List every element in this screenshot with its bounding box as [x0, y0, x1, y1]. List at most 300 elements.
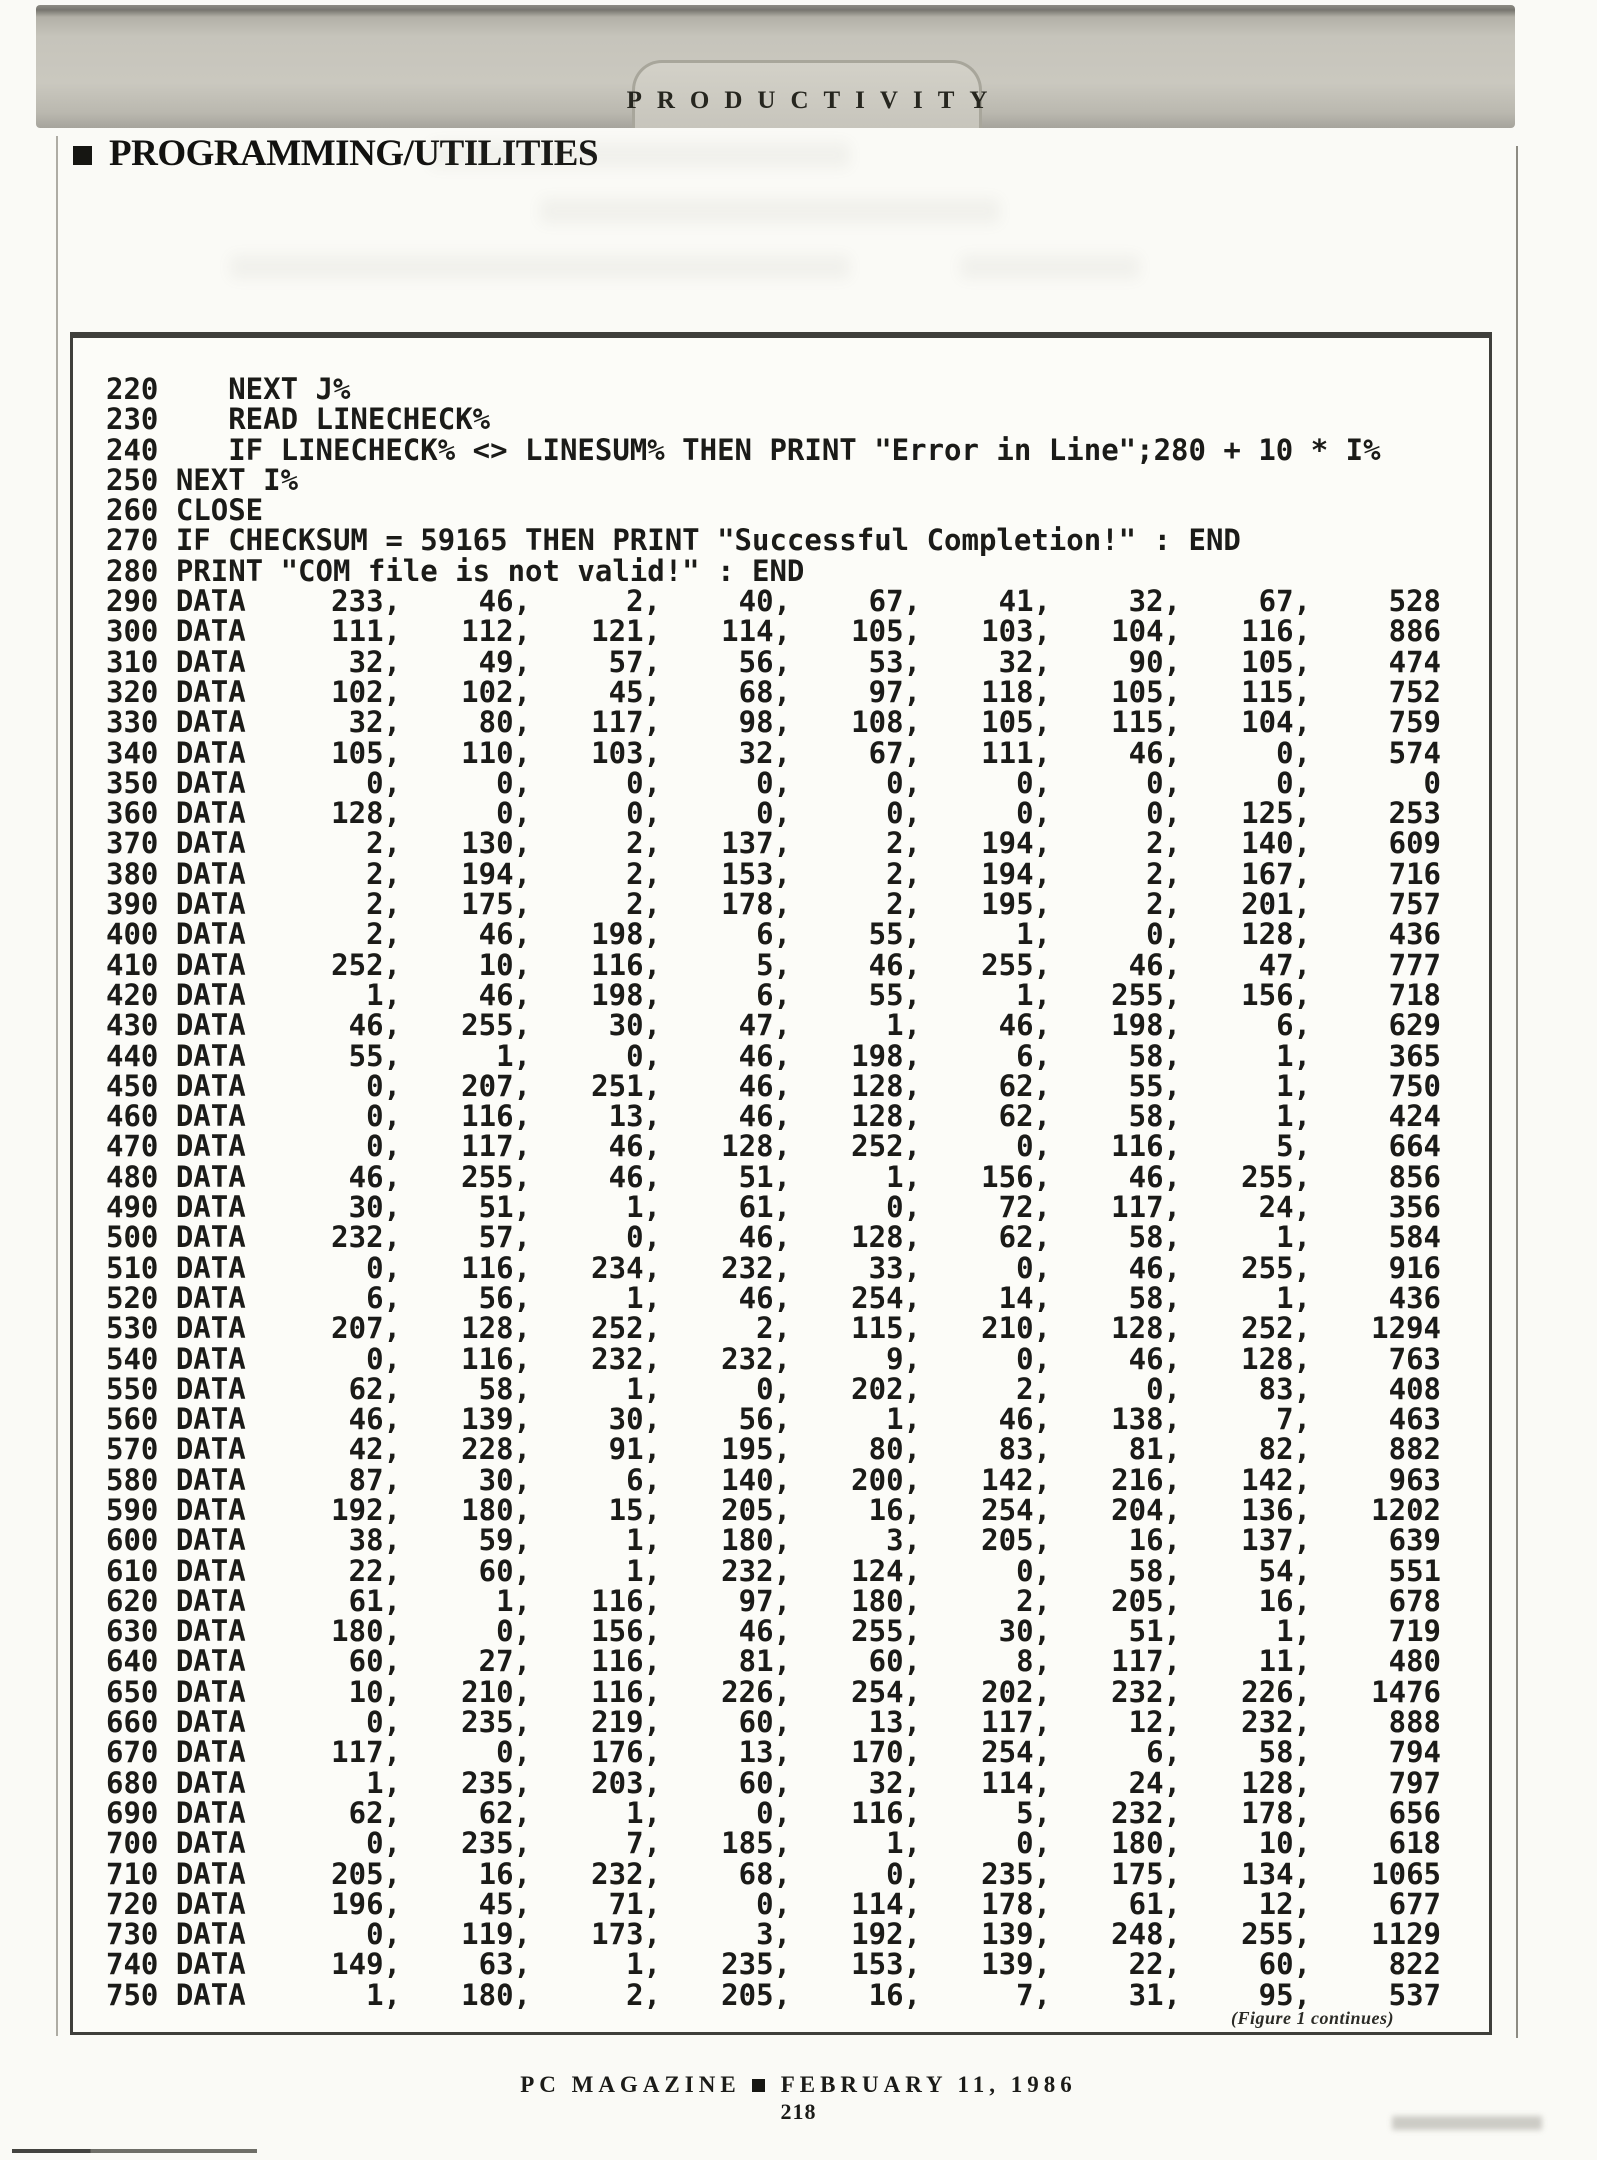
- data-value: 46,: [738, 1068, 791, 1103]
- data-value: 2,: [366, 917, 401, 952]
- data-value: 252,: [1241, 1311, 1311, 1346]
- line-number-and-keyword: 420 DATA: [106, 977, 246, 1012]
- data-value: 0,: [1146, 796, 1181, 831]
- data-value: 2,: [1146, 887, 1181, 922]
- data-row: [106, 1099, 1441, 1134]
- data-value: 63,: [478, 1947, 531, 1982]
- row-checksum: 678: [1388, 1583, 1441, 1618]
- data-value: 9,: [886, 1341, 921, 1376]
- data-value: 6,: [1016, 1038, 1051, 1073]
- data-row: [106, 1402, 1441, 1437]
- data-value: 232,: [721, 1341, 791, 1376]
- scan-artifact-smudge: [1392, 2116, 1542, 2130]
- data-value: 1,: [366, 1977, 401, 2012]
- data-value: 72,: [998, 1190, 1051, 1225]
- data-value: 95,: [1258, 1977, 1311, 2012]
- data-value: 105,: [331, 735, 401, 770]
- data-value: 196,: [331, 1886, 401, 1921]
- data-value: 1,: [626, 1523, 661, 1558]
- data-value: 104,: [1111, 614, 1181, 649]
- data-row: [106, 765, 1441, 800]
- data-value: 116,: [591, 1674, 661, 1709]
- data-row: [106, 1644, 1441, 1679]
- data-value: 80,: [868, 1432, 921, 1467]
- data-value: 255,: [461, 1159, 531, 1194]
- data-value: 108,: [851, 705, 921, 740]
- data-value: 55,: [348, 1038, 401, 1073]
- data-value: 2,: [1146, 856, 1181, 891]
- data-value: 2,: [1146, 826, 1181, 861]
- data-value: 130,: [461, 826, 531, 861]
- data-value: 0,: [886, 1856, 921, 1891]
- line-number-and-keyword: 690 DATA: [106, 1795, 246, 1830]
- row-checksum: 916: [1388, 1250, 1441, 1285]
- code-line: 220 NEXT J%: [106, 372, 351, 406]
- data-row: [106, 796, 1441, 831]
- line-number-and-keyword: 570 DATA: [106, 1432, 246, 1467]
- data-value: 1,: [1276, 1099, 1311, 1134]
- data-row: [106, 1432, 1441, 1467]
- footer-date: FEBRUARY 11, 1986: [780, 2072, 1077, 2097]
- data-row: [106, 1977, 1441, 2012]
- data-value: 46,: [1128, 735, 1181, 770]
- data-value: 2,: [366, 887, 401, 922]
- data-value: 0,: [366, 1917, 401, 1952]
- data-value: 252,: [591, 1311, 661, 1346]
- data-value: 46,: [478, 977, 531, 1012]
- data-row: [106, 917, 1441, 952]
- data-value: 31,: [1128, 1977, 1181, 2012]
- code-line: 250 NEXT I%: [106, 462, 299, 497]
- data-value: 32,: [998, 644, 1051, 679]
- line-number-and-keyword: 640 DATA: [106, 1644, 246, 1679]
- data-value: 153,: [721, 856, 791, 891]
- data-row: [106, 1341, 1441, 1376]
- data-value: 24,: [1258, 1190, 1311, 1225]
- data-value: 116,: [591, 947, 661, 982]
- data-value: 116,: [461, 1099, 531, 1134]
- data-value: 49,: [478, 644, 531, 679]
- data-value: 153,: [851, 1947, 921, 1982]
- data-value: 60,: [738, 1765, 791, 1800]
- data-value: 112,: [461, 614, 531, 649]
- data-value: 119,: [461, 1917, 531, 1952]
- data-value: 115,: [851, 1311, 921, 1346]
- scan-artifact-line: [12, 2149, 257, 2153]
- data-value: 103,: [591, 735, 661, 770]
- data-value: 251,: [591, 1068, 661, 1103]
- data-value: 97,: [738, 1583, 791, 1618]
- data-value: 1,: [886, 1402, 921, 1437]
- data-value: 10,: [478, 947, 531, 982]
- data-row: [106, 1220, 1441, 1255]
- data-row: [106, 826, 1441, 861]
- data-value: 46,: [998, 1402, 1051, 1437]
- line-number-and-keyword: 510 DATA: [106, 1250, 246, 1285]
- data-value: 98,: [738, 705, 791, 740]
- data-row: [106, 1705, 1441, 1740]
- data-value: 180,: [461, 1977, 531, 2012]
- data-value: 0,: [1146, 1371, 1181, 1406]
- data-row: [106, 1674, 1441, 1709]
- data-row: [106, 1159, 1441, 1194]
- data-value: 46,: [738, 1614, 791, 1649]
- data-value: 134,: [1241, 1856, 1311, 1891]
- row-checksum: 763: [1388, 1341, 1441, 1376]
- row-checksum: 574: [1388, 735, 1441, 770]
- data-value: 1,: [366, 1765, 401, 1800]
- data-value: 15,: [608, 1492, 661, 1527]
- data-value: 97,: [868, 674, 921, 709]
- data-value: 58,: [1128, 1099, 1181, 1134]
- banner-label: PRODUCTIVITY: [626, 86, 1003, 114]
- data-value: 170,: [851, 1735, 921, 1770]
- line-number-and-keyword: 580 DATA: [106, 1462, 246, 1497]
- data-value: 226,: [1241, 1674, 1311, 1709]
- data-value: 198,: [1111, 1008, 1181, 1043]
- data-value: 55,: [868, 977, 921, 1012]
- row-checksum: 963: [1388, 1462, 1441, 1497]
- line-number-and-keyword: 600 DATA: [106, 1523, 246, 1558]
- row-checksum: 1129: [1371, 1917, 1441, 1952]
- row-checksum: 463: [1388, 1402, 1441, 1437]
- data-value: 62,: [998, 1068, 1051, 1103]
- data-value: 0,: [756, 1795, 791, 1830]
- data-value: 57,: [608, 644, 661, 679]
- data-value: 0,: [1016, 1129, 1051, 1164]
- data-value: 1,: [1276, 1614, 1311, 1649]
- row-checksum: 424: [1388, 1099, 1441, 1134]
- row-checksum: 759: [1388, 705, 1441, 740]
- data-row: [106, 1735, 1441, 1770]
- data-value: 207,: [461, 1068, 531, 1103]
- data-value: 32,: [348, 644, 401, 679]
- data-value: 0,: [366, 1068, 401, 1103]
- basic-code-listing: [106, 374, 1441, 2010]
- data-value: 254,: [851, 1674, 921, 1709]
- data-value: 1,: [626, 1371, 661, 1406]
- data-row: [106, 644, 1441, 679]
- data-value: 58,: [1128, 1220, 1181, 1255]
- row-checksum: 719: [1388, 1614, 1441, 1649]
- data-value: 30,: [348, 1190, 401, 1225]
- data-value: 10,: [348, 1674, 401, 1709]
- data-value: 180,: [331, 1614, 401, 1649]
- data-value: 0,: [756, 765, 791, 800]
- data-value: 205,: [331, 1856, 401, 1891]
- data-value: 46,: [738, 1038, 791, 1073]
- data-value: 46,: [998, 1008, 1051, 1043]
- line-number-and-keyword: 340 DATA: [106, 735, 246, 770]
- line-number-and-keyword: 470 DATA: [106, 1129, 246, 1164]
- figure-continues-note: (Figure 1 continues): [1230, 2008, 1394, 2028]
- data-value: 0,: [756, 1371, 791, 1406]
- data-value: 194,: [981, 856, 1051, 891]
- data-value: 0,: [1016, 1553, 1051, 1588]
- data-value: 178,: [721, 887, 791, 922]
- data-value: 87,: [348, 1462, 401, 1497]
- data-value: 140,: [721, 1462, 791, 1497]
- data-value: 219,: [591, 1705, 661, 1740]
- data-value: 6,: [1146, 1735, 1181, 1770]
- data-value: 6,: [626, 1462, 661, 1497]
- line-number-and-keyword: 730 DATA: [106, 1917, 246, 1952]
- data-value: 0,: [1016, 796, 1051, 831]
- row-checksum: 528: [1388, 584, 1441, 619]
- data-value: 198,: [851, 1038, 921, 1073]
- row-checksum: 537: [1388, 1977, 1441, 2012]
- data-value: 139,: [461, 1402, 531, 1437]
- data-value: 252,: [331, 947, 401, 982]
- data-value: 125,: [1241, 796, 1311, 831]
- data-value: 58,: [1128, 1038, 1181, 1073]
- data-value: 232,: [721, 1250, 791, 1285]
- line-number-and-keyword: 610 DATA: [106, 1553, 246, 1588]
- data-value: 0,: [366, 1826, 401, 1861]
- data-value: 1,: [1276, 1220, 1311, 1255]
- data-value: 0,: [1276, 735, 1311, 770]
- data-value: 0,: [886, 765, 921, 800]
- data-value: 192,: [331, 1492, 401, 1527]
- row-checksum: 1202: [1371, 1492, 1441, 1527]
- data-value: 11,: [1258, 1644, 1311, 1679]
- data-value: 2,: [366, 856, 401, 891]
- data-value: 33,: [868, 1250, 921, 1285]
- data-value: 68,: [738, 1856, 791, 1891]
- data-value: 2,: [886, 856, 921, 891]
- data-value: 62,: [478, 1795, 531, 1830]
- line-number-and-keyword: 330 DATA: [106, 705, 246, 740]
- data-value: 1,: [886, 1008, 921, 1043]
- row-checksum: 656: [1388, 1795, 1441, 1830]
- row-checksum: 886: [1388, 614, 1441, 649]
- data-value: 117,: [461, 1129, 531, 1164]
- line-number-and-keyword: 500 DATA: [106, 1220, 246, 1255]
- line-number-and-keyword: 630 DATA: [106, 1614, 246, 1649]
- data-value: 2,: [626, 856, 661, 891]
- data-value: 67,: [868, 735, 921, 770]
- line-number-and-keyword: 540 DATA: [106, 1341, 246, 1376]
- data-value: 0,: [1016, 1341, 1051, 1376]
- line-number-and-keyword: 520 DATA: [106, 1280, 246, 1315]
- data-value: 232,: [721, 1553, 791, 1588]
- data-value: 137,: [721, 826, 791, 861]
- row-checksum: 757: [1388, 887, 1441, 922]
- data-value: 46,: [738, 1280, 791, 1315]
- data-value: 105,: [851, 614, 921, 649]
- data-value: 175,: [461, 887, 531, 922]
- data-value: 111,: [981, 735, 1051, 770]
- data-value: 56,: [478, 1280, 531, 1315]
- code-line: 230 READ LINECHECK%: [106, 402, 491, 437]
- data-value: 27,: [478, 1644, 531, 1679]
- data-row: [106, 1038, 1441, 1073]
- data-value: 12,: [1128, 1705, 1181, 1740]
- data-value: 81,: [1128, 1432, 1181, 1467]
- data-value: 2,: [886, 887, 921, 922]
- row-checksum: 1476: [1371, 1674, 1441, 1709]
- data-value: 234,: [591, 1250, 661, 1285]
- data-value: 46,: [348, 1159, 401, 1194]
- data-value: 46,: [1128, 1159, 1181, 1194]
- data-value: 116,: [1241, 614, 1311, 649]
- data-row: [106, 1917, 1441, 1952]
- data-value: 200,: [851, 1462, 921, 1497]
- data-value: 138,: [1111, 1402, 1181, 1437]
- data-value: 61,: [1128, 1886, 1181, 1921]
- data-value: 116,: [591, 1644, 661, 1679]
- data-value: 22,: [348, 1553, 401, 1588]
- data-value: 128,: [1241, 1341, 1311, 1376]
- data-value: 142,: [1241, 1462, 1311, 1497]
- data-row: [106, 887, 1441, 922]
- data-value: 46,: [868, 947, 921, 982]
- code-listing-box: [70, 332, 1492, 2035]
- data-row: [106, 1583, 1441, 1618]
- row-checksum: 822: [1388, 1947, 1441, 1982]
- data-row: [106, 1250, 1441, 1285]
- line-number-and-keyword: 290 DATA: [106, 584, 246, 619]
- data-value: 0,: [366, 1129, 401, 1164]
- data-value: 16,: [868, 1492, 921, 1527]
- data-value: 45,: [608, 674, 661, 709]
- line-number-and-keyword: 620 DATA: [106, 1583, 246, 1618]
- page-showthrough-artifact: [540, 198, 1000, 224]
- data-value: 136,: [1241, 1492, 1311, 1527]
- data-value: 0,: [1276, 765, 1311, 800]
- data-value: 81,: [738, 1644, 791, 1679]
- data-value: 58,: [1128, 1280, 1181, 1315]
- data-value: 53,: [868, 644, 921, 679]
- data-value: 116,: [461, 1341, 531, 1376]
- data-row: [106, 1765, 1441, 1800]
- data-value: 5,: [756, 947, 791, 982]
- data-value: 232,: [1111, 1795, 1181, 1830]
- line-number-and-keyword: 320 DATA: [106, 674, 246, 709]
- row-checksum: 750: [1388, 1068, 1441, 1103]
- data-value: 22,: [1128, 1947, 1181, 1982]
- data-value: 248,: [1111, 1917, 1181, 1952]
- line-number-and-keyword: 750 DATA: [106, 1977, 246, 2012]
- data-value: 90,: [1128, 644, 1181, 679]
- data-value: 0,: [1016, 1250, 1051, 1285]
- line-number-and-keyword: 390 DATA: [106, 887, 246, 922]
- data-value: 32,: [1128, 584, 1181, 619]
- row-checksum: 856: [1388, 1159, 1441, 1194]
- data-value: 116,: [851, 1795, 921, 1830]
- data-value: 254,: [981, 1492, 1051, 1527]
- data-row: [106, 1280, 1441, 1315]
- data-value: 0,: [756, 1886, 791, 1921]
- line-number-and-keyword: 380 DATA: [106, 856, 246, 891]
- data-row: [106, 856, 1441, 891]
- row-checksum: 436: [1388, 917, 1441, 952]
- data-value: 180,: [1111, 1826, 1181, 1861]
- line-number-and-keyword: 350 DATA: [106, 765, 246, 800]
- data-value: 14,: [998, 1280, 1051, 1315]
- footer-magazine: PC MAGAZINE: [520, 2072, 741, 2097]
- data-value: 232,: [1241, 1705, 1311, 1740]
- data-value: 46,: [1128, 947, 1181, 982]
- page-showthrough-artifact: [430, 142, 850, 168]
- data-value: 235,: [721, 1947, 791, 1982]
- data-value: 255,: [1241, 1250, 1311, 1285]
- data-value: 60,: [738, 1705, 791, 1740]
- productivity-banner: [36, 5, 1515, 128]
- data-value: 176,: [591, 1735, 661, 1770]
- data-value: 58,: [478, 1371, 531, 1406]
- line-number-and-keyword: 370 DATA: [106, 826, 246, 861]
- data-value: 167,: [1241, 856, 1311, 891]
- data-value: 40,: [738, 584, 791, 619]
- data-value: 202,: [981, 1674, 1051, 1709]
- data-row: [106, 947, 1441, 982]
- data-value: 41,: [998, 584, 1051, 619]
- data-value: 0,: [1016, 1826, 1051, 1861]
- data-value: 110,: [461, 735, 531, 770]
- data-value: 80,: [478, 705, 531, 740]
- line-number-and-keyword: 550 DATA: [106, 1371, 246, 1406]
- data-row: [106, 735, 1441, 770]
- data-value: 2,: [626, 1977, 661, 2012]
- row-checksum: 752: [1388, 674, 1441, 709]
- data-value: 139,: [981, 1917, 1051, 1952]
- data-value: 0,: [886, 796, 921, 831]
- data-value: 156,: [591, 1614, 661, 1649]
- line-number-and-keyword: 670 DATA: [106, 1735, 246, 1770]
- data-row: [106, 1947, 1441, 1982]
- data-value: 180,: [721, 1523, 791, 1558]
- line-number-and-keyword: 430 DATA: [106, 1008, 246, 1043]
- data-value: 216,: [1111, 1462, 1181, 1497]
- line-number-and-keyword: 740 DATA: [106, 1947, 246, 1982]
- data-value: 203,: [591, 1765, 661, 1800]
- row-checksum: 882: [1388, 1432, 1441, 1467]
- data-row: [106, 1311, 1441, 1346]
- data-value: 1,: [1276, 1038, 1311, 1073]
- data-value: 1,: [626, 1190, 661, 1225]
- data-value: 194,: [461, 856, 531, 891]
- data-value: 111,: [331, 614, 401, 649]
- data-value: 32,: [348, 705, 401, 740]
- page-footer: [0, 2072, 1597, 2125]
- data-value: 255,: [851, 1614, 921, 1649]
- line-number-and-keyword: 480 DATA: [106, 1159, 246, 1194]
- line-number-and-keyword: 440 DATA: [106, 1038, 246, 1073]
- data-value: 10,: [1258, 1826, 1311, 1861]
- code-line: 270 IF CHECKSUM = 59165 THEN PRINT "Successful Completion!" : END: [106, 523, 1241, 558]
- data-value: 0,: [366, 1705, 401, 1740]
- data-value: 46,: [348, 1008, 401, 1043]
- data-value: 180,: [461, 1492, 531, 1527]
- data-value: 1,: [626, 1553, 661, 1588]
- data-value: 82,: [1258, 1432, 1311, 1467]
- data-value: 46,: [608, 1159, 661, 1194]
- data-value: 62,: [998, 1220, 1051, 1255]
- data-value: 68,: [738, 674, 791, 709]
- line-number-and-keyword: 530 DATA: [106, 1311, 246, 1346]
- data-value: 51,: [738, 1159, 791, 1194]
- data-value: 46,: [738, 1099, 791, 1134]
- data-value: 205,: [1111, 1583, 1181, 1618]
- data-row: [106, 1008, 1441, 1043]
- data-value: 0,: [496, 765, 531, 800]
- data-value: 115,: [1241, 674, 1311, 709]
- data-value: 1,: [366, 977, 401, 1012]
- data-value: 117,: [981, 1705, 1051, 1740]
- data-value: 156,: [981, 1159, 1051, 1194]
- data-value: 47,: [738, 1008, 791, 1043]
